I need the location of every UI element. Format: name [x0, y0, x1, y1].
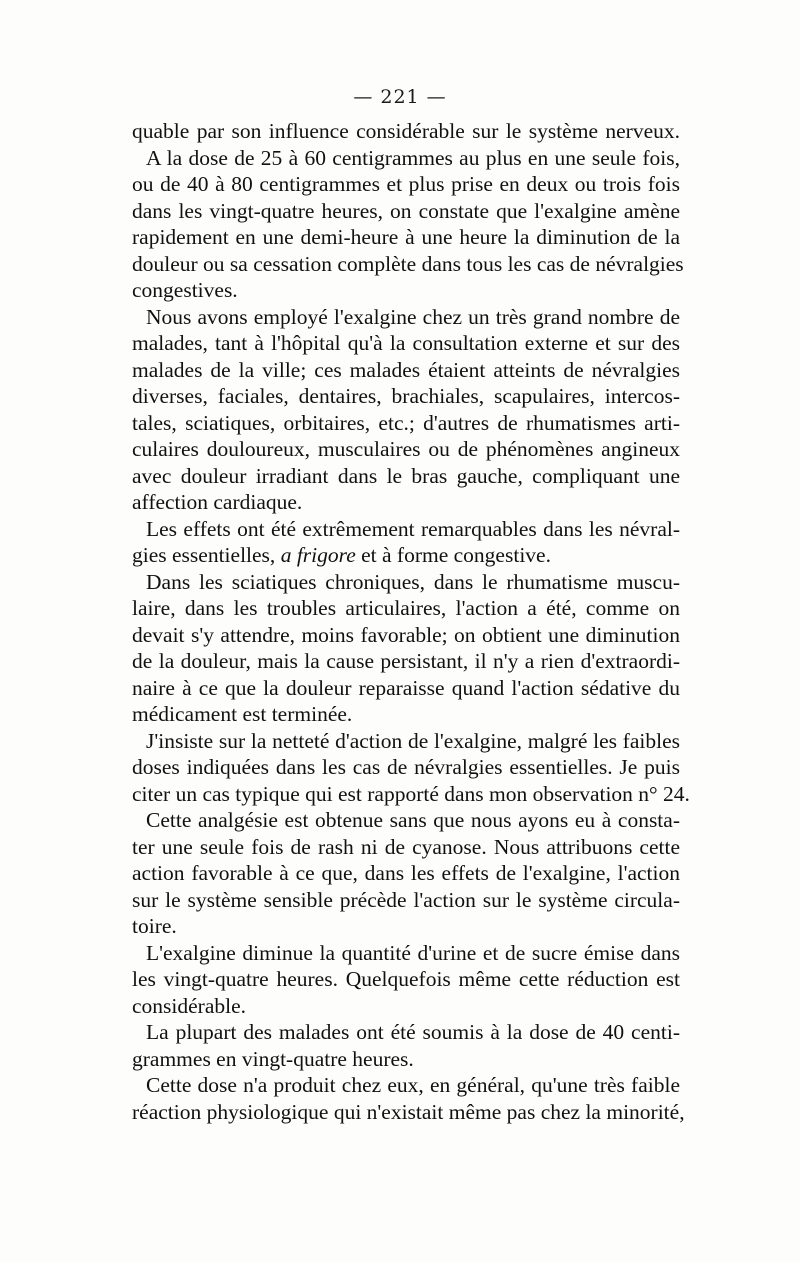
text-line: malades, tant à l'hôpital qu'à la consultation externe et sur des	[132, 331, 680, 355]
text-line: douleur ou sa cessation complète dans tous les cas de névralgies	[132, 251, 684, 276]
italic-phrase: a frigore	[280, 543, 356, 567]
text-line: Cette dose n'a produit chez eux, en général, qu'une très faible	[146, 1073, 680, 1097]
text-line: médicament est terminée.	[132, 702, 353, 726]
text-line: congestives.	[132, 278, 238, 302]
body-text	[132, 118, 690, 1125]
text-line: diverses, faciales, dentaires, brachiales, scapulaires, intercos-	[132, 384, 680, 408]
text-line: devait s'y attendre, moins favorable; on obtient une diminution	[132, 622, 680, 647]
text-line: avec douleur irradiant dans le bras gauche, compliquant une	[132, 463, 680, 488]
text-line: grammes en vingt-quatre heures.	[132, 1046, 414, 1071]
text-line: de la douleur, mais la cause persistant, il n'y a rien d'extraordi-	[132, 649, 680, 673]
text-line: tales, sciatiques, orbitaires, etc.; d'autres de rhumatismes arti-	[132, 410, 680, 435]
text-line: rapidement en une demi-heure à une heure la diminution de la	[132, 225, 680, 249]
text-fragment: gies essentielles,	[132, 543, 276, 567]
text-line: considérable.	[132, 993, 247, 1018]
text-line: citer un cas typique qui est rapporté dans mon observation n° 24.	[132, 781, 690, 806]
text-line	[132, 542, 680, 569]
text-line: Nous avons employé l'exalgine chez un très grand nombre de	[146, 304, 680, 329]
text-line: doses indiquées dans les cas de névralgies essentielles. Je puis	[132, 755, 680, 779]
text-line: affection cardiaque.	[132, 490, 303, 514]
text-line: ter une seule fois de rash ni de cyanose. Nous attribuons cette	[132, 834, 680, 859]
text-line: La plupart des malades ont été soumis à la dose de 40 centi-	[146, 1020, 680, 1044]
text-line: dans les vingt-quatre heures, on constate que l'exalgine amène	[132, 198, 680, 223]
text-fragment: et à forme congestive.	[361, 543, 551, 567]
text-line: Les effets ont été extrêmement remarquables dans les névral-	[146, 516, 680, 541]
text-line: sur le système sensible précède l'action sur le système circula-	[132, 887, 680, 912]
text-line: malades de la ville; ces malades étaient atteints de névralgies	[132, 357, 680, 382]
text-line: naire à ce que la douleur reparaisse quand l'action sédative du	[132, 675, 680, 700]
text-line: ou de 40 à 80 centigrammes et plus prise en deux ou trois fois	[132, 172, 680, 196]
text-line: quable par son influence considérable sur le système nerveux.	[132, 119, 680, 143]
text-line: toire.	[132, 914, 177, 938]
text-line: Cette analgésie est obtenue sans que nous ayons eu à consta-	[146, 808, 680, 832]
text-line: Dans les sciatiques chroniques, dans le rhumatisme muscu-	[146, 569, 680, 594]
text-line: les vingt-quatre heures. Quelquefois même cette réduction est	[132, 967, 680, 991]
text-line: A la dose de 25 à 60 centigrammes au plus en une seule fois,	[146, 145, 680, 170]
text-line: J'insiste sur la netteté d'action de l'exalgine, malgré les faibles	[146, 728, 680, 753]
text-line: L'exalgine diminue la quantité d'urine et de sucre émise dans	[146, 940, 680, 965]
page-number: — 221 —	[353, 86, 447, 108]
text-line: laire, dans les troubles articulaires, l'action a été, comme on	[132, 596, 680, 620]
text-line: réaction physiologique qui n'existait même pas chez la minorité,	[132, 1099, 685, 1124]
text-line: culaires douloureux, musculaires ou de phénomènes angineux	[132, 437, 680, 461]
text-line: action favorable à ce que, dans les effets de l'exalgine, l'action	[132, 861, 680, 885]
